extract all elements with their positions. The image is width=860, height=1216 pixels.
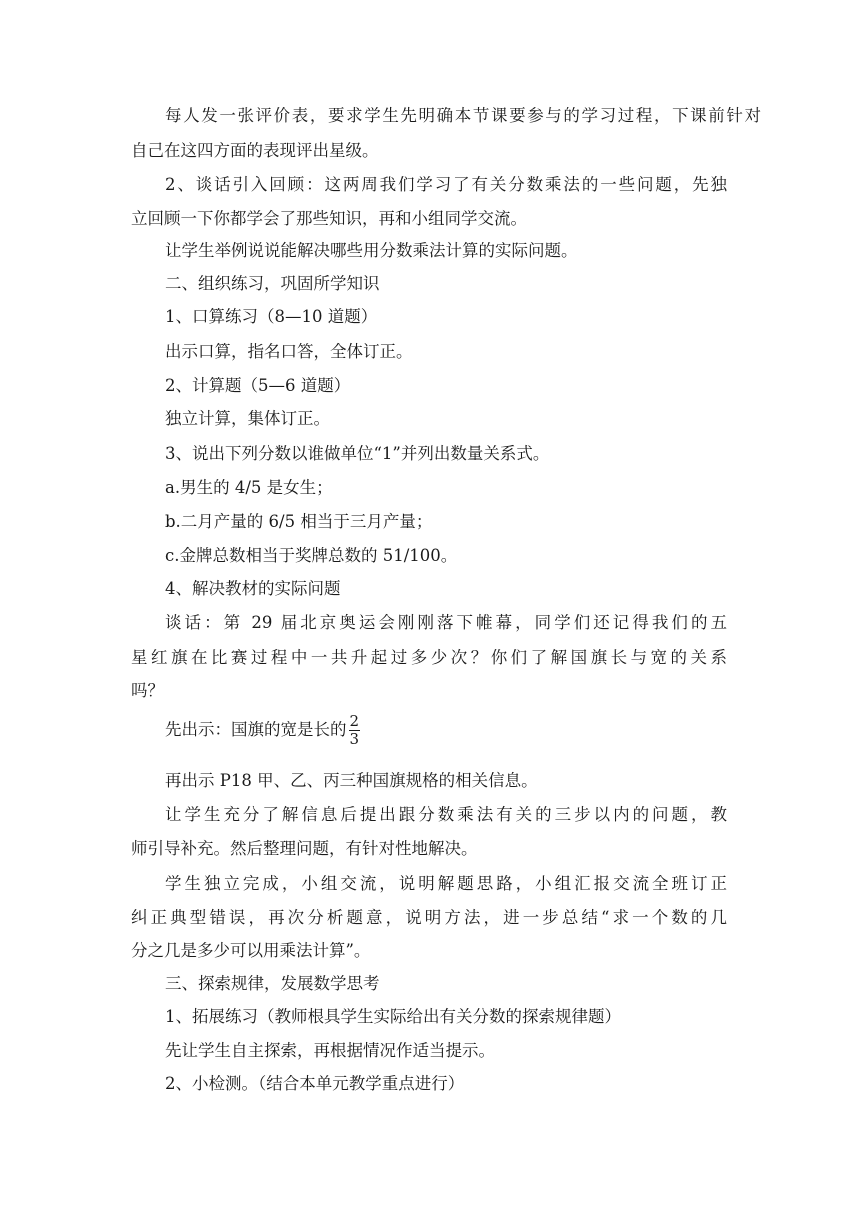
fraction xyxy=(349,713,361,748)
item-oral-calculation-detail: 出示口算，指名口答，全体订正。 xyxy=(165,342,413,361)
item-unit-one: 3、说出下列分数以谁做单位“1”并列出数量关系式。 xyxy=(165,444,550,463)
item-unit-one-c: c.金牌总数相当于奖牌总数的 51/100。 xyxy=(165,546,458,565)
paragraph-questions-line-2: 师引导补充。然后整理问题，有针对性地解决。 xyxy=(131,839,478,858)
item-calculation: 2、计算题（5—6 道题） xyxy=(165,376,351,395)
item-extension-practice: 1、拓展练习（教师根具学生实际给出有关分数的探索规律题） xyxy=(165,1007,621,1026)
paragraph-summary-line-1: 学生独立完成，小组交流，说明解题思路，小组汇报交流全班订正 xyxy=(165,874,727,893)
item-textbook-problems: 4、解决教材的实际问题 xyxy=(165,579,341,598)
section-heading-3: 三、探索规律，发展数学思考 xyxy=(165,974,380,993)
paragraph-evaluation-line-1: 每人发一张评价表，要求学生先明确本节课要参与的学习过程，下课前针对 xyxy=(165,106,761,125)
flag-ratio-text: 先出示：国旗的宽是长的 xyxy=(165,720,347,739)
item-oral-calculation: 1、口算练习（8—10 道题） xyxy=(165,307,378,326)
paragraph-summary-line-3: 分之几是多少可以用乘法计算”。 xyxy=(131,941,371,960)
fraction-denominator: 3 xyxy=(349,730,360,748)
paragraph-flag-specs: 再出示 P18 甲、乙、丙三种国旗规格的相关信息。 xyxy=(165,771,538,790)
paragraph-examples: 让学生举例说说能解决哪些用分数乘法计算的实际问题。 xyxy=(165,241,578,260)
paragraph-evaluation-line-2: 自己在这四方面的表现评出星级。 xyxy=(131,141,379,160)
item-small-test: 2、小检测。（结合本单元教学重点进行） xyxy=(165,1074,465,1093)
paragraph-review-line-2: 立回顾一下你都学会了那些知识，再和小组同学交流。 xyxy=(131,209,527,228)
paragraph-questions-line-1: 让学生充分了解信息后提出跟分数乘法有关的三步以内的问题，教 xyxy=(165,805,727,824)
item-unit-one-b: b.二月产量的 6/5 相当于三月产量； xyxy=(165,512,433,531)
paragraph-olympics-line-2: 星红旗在比赛过程中一共升起过多少次？你们了解国旗长与宽的关系 xyxy=(131,648,727,667)
paragraph-flag-ratio xyxy=(165,713,360,748)
paragraph-summary-line-2: 纠正典型错误，再次分析题意，说明方法，进一步总结“求一个数的几 xyxy=(131,908,727,927)
paragraph-olympics-line-3: 吗？ xyxy=(131,681,164,700)
paragraph-review-line-1: 2、谈话引入回顾：这两周我们学习了有关分数乘法的一些问题，先独 xyxy=(165,175,727,194)
item-unit-one-a: a.男生的 4/5 是女生； xyxy=(165,478,333,497)
section-heading-2: 二、组织练习，巩固所学知识 xyxy=(165,274,380,293)
item-extension-detail: 先让学生自主探索，再根据情况作适当提示。 xyxy=(165,1041,495,1060)
item-calculation-detail: 独立计算，集体订正。 xyxy=(165,409,330,428)
paragraph-olympics-line-1: 谈话：第 29 届北京奥运会刚刚落下帷幕，同学们还记得我们的五 xyxy=(165,613,727,632)
fraction-numerator: 2 xyxy=(349,712,360,730)
